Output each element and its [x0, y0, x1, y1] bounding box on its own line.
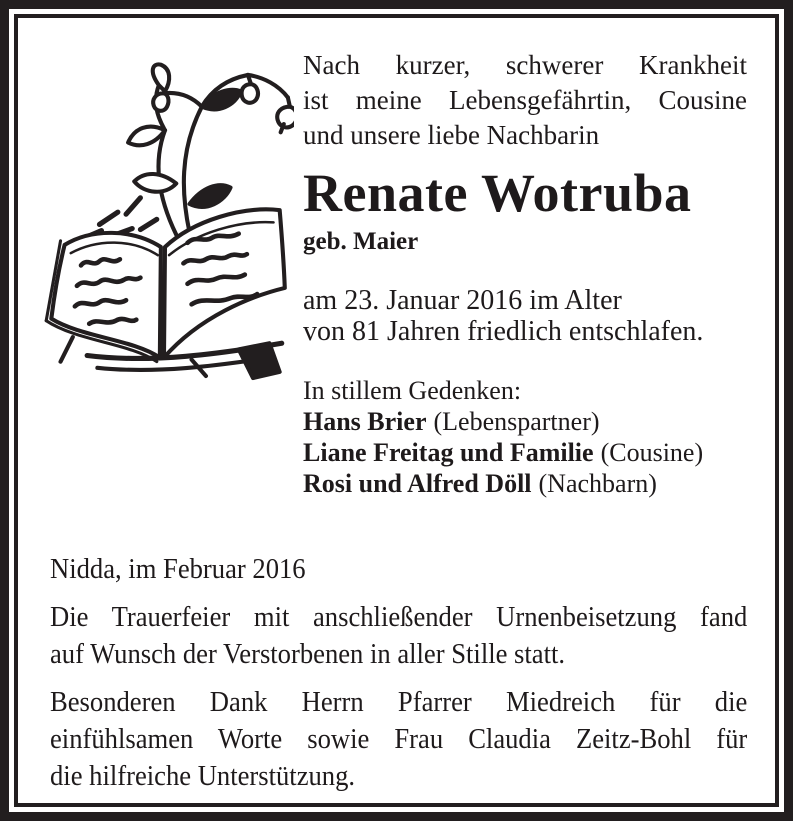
- mourner-name: Rosi und Alfred Döll: [303, 469, 532, 498]
- birth-name: geb. Maier: [303, 228, 419, 255]
- notice-text-column: [303, 48, 747, 499]
- thanks-note: [50, 684, 747, 795]
- open-book-with-flowers-icon: [38, 60, 294, 394]
- dateline: Nidda, im Februar 2016: [50, 554, 306, 585]
- intro-line: Nach kurzer, schwerer Krankheit: [303, 50, 747, 80]
- bottom-block: [50, 552, 800, 795]
- thanks-note-line: einfühlsamen Worte sowie Frau Claudia Zeitz-Bohl für: [50, 724, 748, 755]
- notice-content: [18, 18, 775, 803]
- intro-paragraph: [303, 48, 747, 153]
- intro-line: und unsere liebe Nachbarin: [303, 120, 600, 150]
- mourner-relation: (Nachbarn): [538, 469, 657, 498]
- mourner-line: [303, 468, 747, 499]
- funeral-note-line: auf Wunsch der Verstorbenen in aller Stille statt.: [50, 639, 566, 670]
- thanks-note-line: Besonderen Dank Herrn Pfarrer Miedreich für die: [50, 687, 748, 718]
- mourner-relation: (Lebenspartner): [433, 407, 600, 436]
- mourner-line: [303, 406, 747, 437]
- death-note: [303, 285, 747, 347]
- mourner-name: Liane Freitag und Familie: [303, 438, 594, 467]
- intro-line: ist meine Lebensgefährtin, Cousine: [303, 85, 747, 115]
- deceased-name: Renate Wotruba: [303, 163, 692, 223]
- remembrance-block: [303, 375, 747, 499]
- mourner-line: [303, 437, 747, 468]
- funeral-note: [50, 599, 747, 673]
- death-note-line: von 81 Jahren friedlich entschlafen.: [303, 316, 704, 347]
- death-note-line: am 23. Januar 2016 im Alter: [303, 285, 622, 316]
- mourner-relation: (Cousine): [600, 438, 704, 467]
- inner-border: [14, 14, 779, 807]
- thanks-note-line: die hilfreiche Unterstützung.: [50, 761, 356, 792]
- funeral-note-line: Die Trauerfeier mit anschließender Urnenbeisetzung fand: [50, 602, 748, 633]
- remembrance-heading: In stillem Gedenken:: [303, 376, 522, 405]
- mourner-name: Hans Brier: [303, 407, 427, 436]
